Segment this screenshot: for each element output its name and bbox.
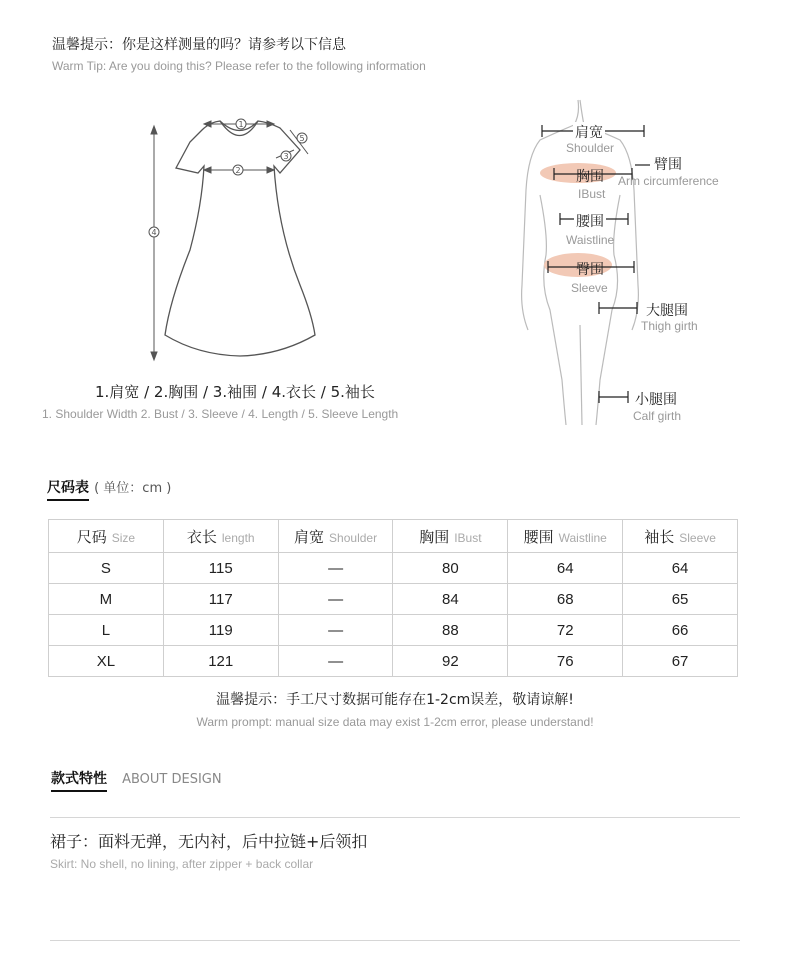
waist-sublabel: Waistline [566,233,615,247]
marker-5-label: 5 [299,134,305,143]
thigh-label: 大腿围 [644,300,690,320]
header-size: 尺码 Size [49,520,164,553]
divider [50,817,740,818]
skirt-description-english: Skirt: No shell, no lining, after zipper + back collar [50,857,314,871]
dress-outline [165,121,315,356]
arm-sublabel: Arm circumference [618,174,719,188]
size-section-header [47,477,171,497]
bust-label: 胸围 [576,169,604,185]
thigh-sublabel: Thigh girth [641,319,698,333]
tip-english: Warm Tip: Are you doing this? Please refer to the following information [52,59,426,73]
table-row: XL 121 — 92 76 67 [49,646,738,677]
calf-sublabel: Calf girth [633,409,682,423]
skirt-description-chinese: 裙子：面料无弹，无内衬，后中拉链+后领扣 [50,832,368,851]
shoulder-sublabel: Shoulder [566,141,615,155]
dress-legend-chinese: 1.肩宽 / 2.胸围 / 3.袖围 / 4.衣长 / 5.袖长 [95,383,375,401]
bust-sublabel: IBust [578,187,606,201]
header-length: 衣长 length [163,520,278,553]
arm-label: 臂围 [652,154,684,174]
design-section-subtitle: ABOUT DESIGN [122,772,222,787]
bottom-divider [50,940,740,941]
error-note-english: Warm prompt: manual size data may exist 1-2cm error, please understand! [196,715,594,729]
size-section-unit: ( 单位：cm ) [94,481,172,496]
shoulder-label: 肩宽 [573,122,605,142]
tip-chinese: 温馨提示：你是这样测量的吗？请参考以下信息 [52,37,346,53]
table-row: L 119 — 88 72 66 [49,615,738,646]
header-bust: 胸围 IBust [393,520,508,553]
table-row: M 117 — 84 68 65 [49,584,738,615]
table-row: S 115 — 80 64 64 [49,553,738,584]
size-table [48,519,738,677]
hip-label: 臀围 [576,262,604,278]
dress-legend-english: 1. Shoulder Width 2. Bust / 3. Sleeve / 4. Length / 5. Sleeve Length [42,407,399,421]
size-section-title: 尺码表 [47,480,89,501]
design-section-title: 款式特性 [51,771,107,792]
size-table-header-row [49,520,738,553]
waist-label: 腰围 [574,211,606,231]
error-note-chinese: 温馨提示：手工尺寸数据可能存在1-2cm误差，敬请谅解! [216,692,574,708]
calf-label: 小腿围 [633,389,679,409]
hip-sublabel: Sleeve [571,281,608,295]
dress-diagram [140,110,340,370]
body-inner [580,325,582,425]
marker-4-label: 4 [151,228,157,237]
header-shoulder: 肩宽 Shoulder [278,520,393,553]
header-waist: 腰围 Waistline [508,520,623,553]
marker-1-label: 1 [238,120,244,129]
design-section-header [51,768,222,788]
marker-3-label: 3 [283,152,289,161]
marker-2-label: 2 [235,166,241,175]
header-sleeve: 袖长 Sleeve [623,520,738,553]
